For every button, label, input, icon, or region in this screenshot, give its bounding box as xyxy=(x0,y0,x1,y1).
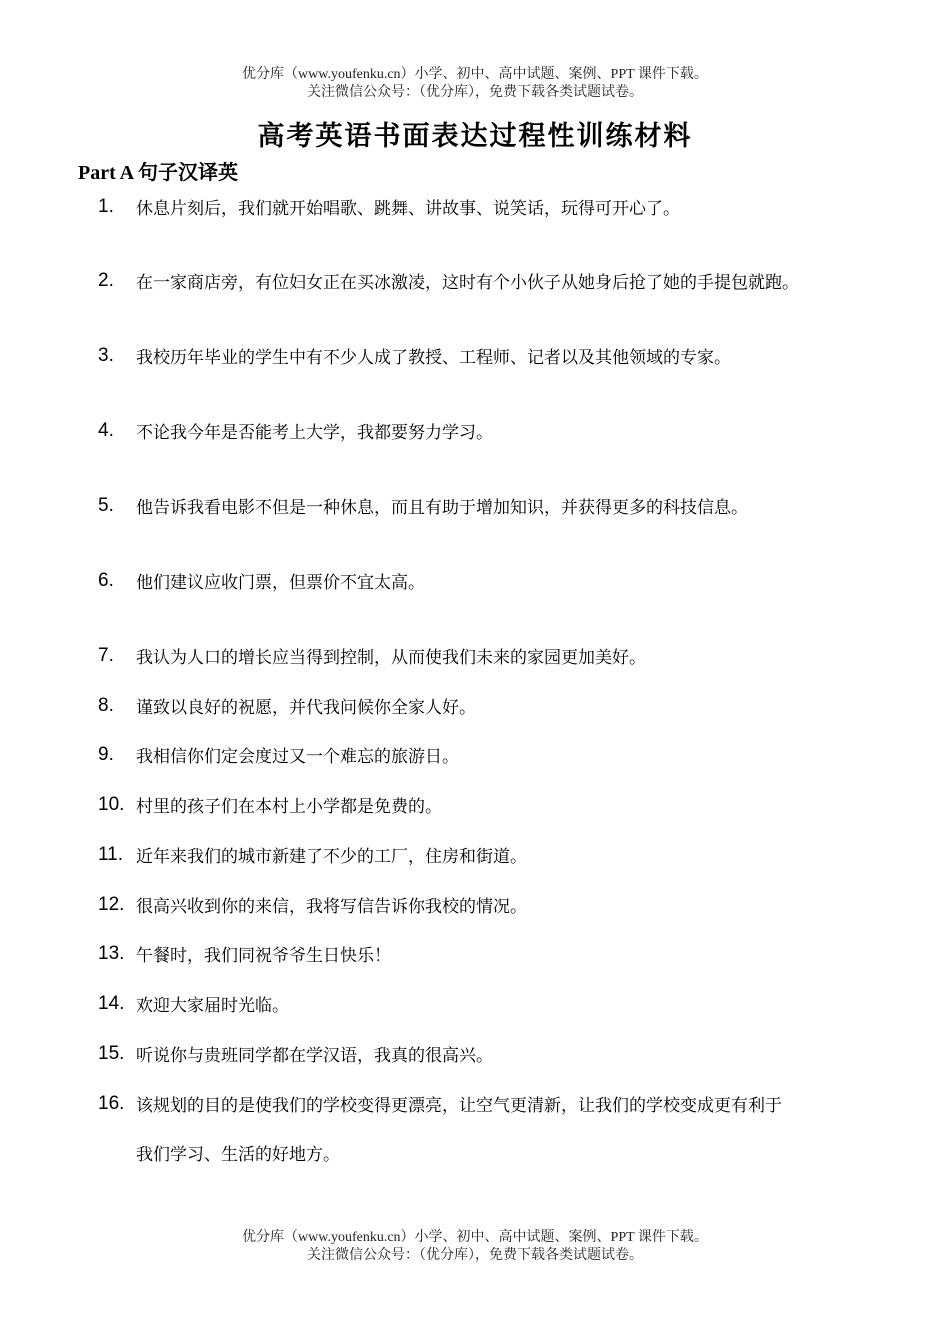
question-text: 很高兴收到你的来信，我将写信告诉你我校的情况。 xyxy=(136,897,527,917)
question-number: 11. xyxy=(98,844,124,865)
question-number: 13. xyxy=(98,943,125,964)
footer-line-2: 关注微信公众号：（优分库），免费下载各类试题试卷。 xyxy=(307,1248,643,1263)
question-number: 12. xyxy=(98,894,125,915)
question-number: 5. xyxy=(98,495,114,516)
question-text: 我认为人口的增长应当得到控制，从而使我们未来的家园更加美好。 xyxy=(136,648,646,668)
question-number: 2. xyxy=(98,270,114,291)
question-text: 午餐时，我们同祝爷爷生日快乐！ xyxy=(136,946,391,966)
question-number: 16. xyxy=(98,1093,125,1114)
question-number: 10. xyxy=(98,794,125,815)
question-number: 4. xyxy=(98,420,114,441)
question-text: 欢迎大家届时光临。 xyxy=(136,996,289,1016)
footer-line-1: 优分库（www.youfenku.cn）小学、初中、高中试题、案例、PPT 课件下载。 xyxy=(242,1230,708,1245)
question-number: 15. xyxy=(98,1043,125,1064)
page-footer xyxy=(0,1229,950,1265)
header-line-1: 优分库（www.youfenku.cn）小学、初中、高中试题、案例、PPT 课件下载。 xyxy=(242,67,708,82)
question-text: 他们建议应收门票，但票价不宜太高。 xyxy=(136,573,425,593)
question-text: 在一家商店旁，有位妇女正在买冰激凌，这时有个小伙子从她身后抢了她的手提包就跑。 xyxy=(136,273,799,293)
question-number: 9. xyxy=(98,744,114,765)
question-text: 不论我今年是否能考上大学，我都要努力学习。 xyxy=(136,423,493,443)
question-text: 谨致以良好的祝愿，并代我问候你全家人好。 xyxy=(136,698,476,718)
question-number: 3. xyxy=(98,345,114,366)
question-number: 7. xyxy=(98,645,114,666)
question-text: 我相信你们定会度过又一个难忘的旅游日。 xyxy=(136,747,459,767)
question-text: 休息片刻后，我们就开始唱歌、跳舞、讲故事、说笑话，玩得可开心了。 xyxy=(136,199,680,219)
question-number: 1. xyxy=(98,196,114,217)
question-text: 我校历年毕业的学生中有不少人成了教授、工程师、记者以及其他领域的专家。 xyxy=(136,348,731,368)
question-text: 村里的孩子们在本村上小学都是免费的。 xyxy=(136,797,442,817)
question-text: 他告诉我看电影不但是一种休息，而且有助于增加知识，并获得更多的科技信息。 xyxy=(136,498,748,518)
document-title: 高考英语书面表达过程性训练材料 xyxy=(257,121,693,152)
question-text: 近年来我们的城市新建了不少的工厂，住房和街道。 xyxy=(136,847,527,867)
question-text: 听说你与贵班同学都在学汉语，我真的很高兴。 xyxy=(136,1046,493,1066)
question-text: 该规划的目的是使我们的学校变得更漂亮，让空气更清新，让我们的学校变成更有利于 xyxy=(136,1096,782,1116)
page-header xyxy=(0,66,950,102)
question-number: 6. xyxy=(98,570,114,591)
question-number: 14. xyxy=(98,993,125,1014)
section-heading: Part A 句子汉译英 xyxy=(78,162,238,184)
question-number: 8. xyxy=(98,695,114,716)
question-text-continued: 我们学习、生活的好地方。 xyxy=(136,1145,340,1165)
header-line-2: 关注微信公众号：（优分库），免费下载各类试题试卷。 xyxy=(307,85,643,100)
